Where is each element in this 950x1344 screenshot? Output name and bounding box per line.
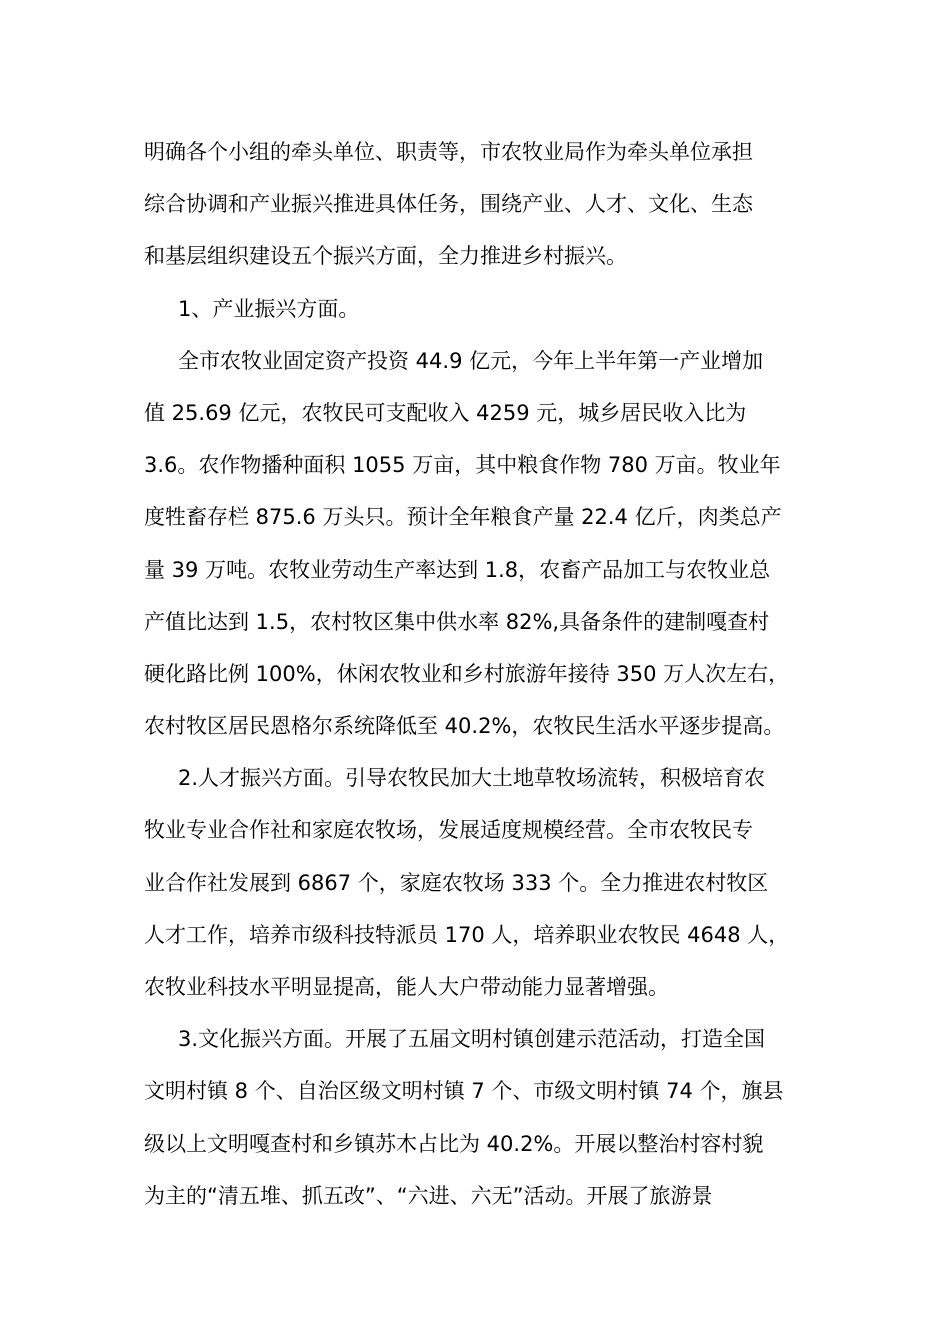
text-line: 和基层组织建设五个振兴方面，全力推进乡村振兴。 [144,244,627,269]
text-line: 牧业专业合作社和家庭农牧场，发展适度规模经营。全市农牧民专 [144,818,753,843]
text-line: 综合协调和产业振兴推进具体任务，围绕产业、人才、文化、生态 [144,192,753,217]
text-line: 明确各个小组的牵头单位、职责等，市农牧业局作为牵头单位承担 [144,140,753,164]
text-line: 硬化路比例 100%，休闲农牧业和乡村旅游年接待 350 万人次左右， [144,661,790,686]
text-line: 度牲畜存栏 875.6 万头只。预计全年粮食产量 22.4 亿斤，肉类总产 [144,505,782,530]
text-line: 3.6。农作物播种面积 1055 万亩，其中粮食作物 780 万亩。牧业年 [144,453,781,478]
document-body [144,126,808,1222]
text-line: 量 39 万吨。农牧业劳动生产率达到 1.8，农畜产品加工与农牧业总 [144,557,771,582]
text-line: 业合作社发展到 6867 个，家庭农牧场 333 个。全力推进农村牧区 [144,870,769,895]
section-paragraph-talent: 2.人才振兴方面。引导农牧民加大土地草牧场流转，积极培育农 [178,766,766,791]
text-line: 人才工作，培养市级科技特派员 170 人，培养职业农牧民 4648 人， [144,922,790,947]
text-line: 文明村镇 8 个、自治区级文明村镇 7 个、市级文明村镇 74 个，旗县 [144,1079,784,1104]
section-heading-industry: 1、产业振兴方面。 [178,296,360,321]
text-line: 全市农牧业固定资产投资 44.9 亿元，今年上半年第一产业增加 [178,348,764,373]
section-paragraph-culture: 3.文化振兴方面。开展了五届文明村镇创建示范活动，打造全国 [178,1027,766,1052]
text-line: 值 25.69 亿元，农牧民可支配收入 4259 元，城乡居民收入比为 [144,400,747,425]
text-line: 为主的“清五堆、抓五改”、“六进、六无”活动。开展了旅游景 [144,1183,713,1208]
text-line: 产值比达到 1.5，农村牧区集中供水率 82%,具备条件的建制嘎查村 [144,609,770,634]
text-line: 农村牧区居民恩格尔系统降低至 40.2%，农牧民生活水平逐步提高。 [144,714,785,739]
text-line: 级以上文明嘎查村和乡镇苏木占比为 40.2%。开展以整治村容村貌 [144,1131,764,1156]
text-line: 农牧业科技水平明显提高，能人大户带动能力显著增强。 [144,975,669,999]
